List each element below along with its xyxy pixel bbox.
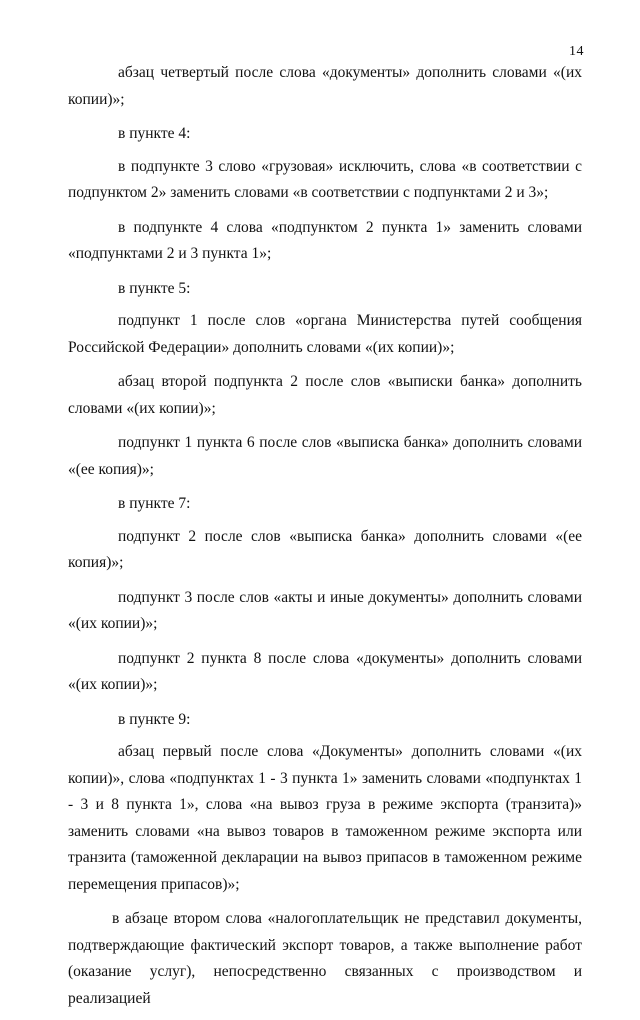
paragraph: в абзаце втором слова «налогоплательщик не представил документы, подтверждающие фактический экспорт товаров, а также выполнение работ (оказание услуг), непосредственно связанных с производством и реализацией <box>68 910 582 1007</box>
paragraph: в подпункте 4 слова «подпунктом 2 пункта 1» заменить словами «подпунктами 2 и 3 пункта 1»; <box>68 218 582 262</box>
page-number: 14 <box>569 44 584 59</box>
paragraph: подпункт 2 пункта 8 после слова «документы» дополнить словами «(их копии)»; <box>68 649 582 693</box>
paragraph: абзац первый после слова «Документы» дополнить словами «(их копии)», слова «подпунктах 1 - 3 пункта 1» заменить словами «подпунктах 1 - 3 и 8 пункта 1», слова «на вывоз груза в режиме экспорта (транзита)» заменить словами «на вывоз товаров в таможенном режиме экспорта или транзита (таможенной декларации на вывоз припасов в таможенном режиме перемещения припасов)»; <box>68 743 582 893</box>
paragraph: абзац второй подпункта 2 после слов «выписки банка» дополнить словами «(их копии)»; <box>68 373 582 417</box>
paragraph: подпункт 1 после слов «органа Министерства путей сообщения Российской Федерации» дополнить словами «(их копии)»; <box>68 312 582 356</box>
paragraph: в пункте 9: <box>118 710 191 728</box>
paragraph: в пункте 4: <box>118 125 191 142</box>
paragraph: в пункте 5: <box>118 279 191 297</box>
paragraph: абзац четвертый после слова «документы» дополнить словами «(их копии)»; <box>68 64 582 108</box>
paragraph: подпункт 3 после слов «акты и иные документы» дополнить словами «(их копии)»; <box>68 588 582 632</box>
paragraph: подпункт 1 пункта 6 после слов «выписка банка» дополнить словами «(ее копия)»; <box>68 434 582 478</box>
paragraph: в пункте 7: <box>118 495 191 512</box>
paragraph: подпункт 2 после слов «выписка банка» дополнить словами «(ее копия)»; <box>68 527 582 571</box>
paragraph: в подпункте 3 слово «грузовая» исключить, слова «в соответствии с подпунктом 2» заменить словами «в соответствии с подпунктами 2 и 3»; <box>68 157 582 201</box>
document-body <box>68 60 582 1020</box>
